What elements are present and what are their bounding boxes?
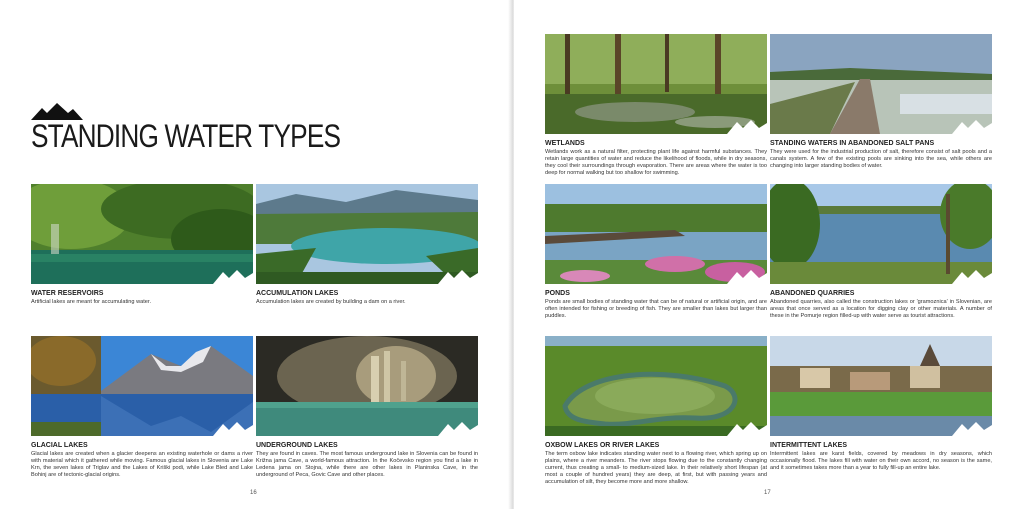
mountain-corner-icon [438,420,478,436]
card-heading: WATER RESERVOIRS [31,290,104,297]
card-text: Intermittent lakes are karst fields, covered by meadows in dry seasons, which occasionally flood. The lakes fill with water on their own accord, no season is the same, and it sometimes takes more than a year to fully fill-up an entire lake. [770,451,992,471]
card-heading: OXBOW LAKES OR RIVER LAKES [545,442,660,449]
card-abandoned-quarries [770,184,992,320]
card-heading: ACCUMULATION LAKES [256,290,339,297]
page-number: 17 [764,490,771,496]
mountain-corner-icon [952,420,992,436]
card-text: Abandoned quarries, also called the construction lakes or 'gramoznica' in Slovenian, are areas that once served as a location for digging clay or other materials. A number of these in the Pomurje region filled-up with water serve as tourist attractions. [770,299,992,319]
photo-ponds [545,184,767,284]
page-number: 16 [250,490,257,496]
mountain-corner-icon [952,268,992,284]
photo-glacial-lakes [31,336,253,436]
card-heading: GLACIAL LAKES [31,442,88,449]
card-glacial-lakes [31,336,253,479]
photo-salt-pans [770,34,992,134]
card-heading: INTERMITTENT LAKES [770,442,847,449]
photo-intermittent-lakes [770,336,992,436]
card-ponds [545,184,767,320]
card-text: Ponds are small bodies of standing water that can be of natural or artificial origin, and are often intended for fishing or breeding of fish. They are smaller than lakes but larger than puddles. [545,299,767,319]
card-heading: UNDERGROUND LAKES [256,442,338,449]
card-heading: PONDS [545,290,570,297]
card-oxbow-lakes [545,336,767,486]
mountain-corner-icon [727,118,767,134]
card-underground-lakes [256,336,478,479]
card-text: They were used for the industrial production of salt, therefore consist of salt pools and a canals system. A few of the existing pools are sinking into the sea, while others are changing into larger standing bodies of water. [770,149,992,169]
mountain-corner-icon [438,268,478,284]
card-salt-pans [770,34,992,170]
card-text: Accumulation lakes are created by building a dam on a river. [256,299,406,305]
mountain-corner-icon [952,118,992,134]
mountain-corner-icon [727,268,767,284]
card-intermittent-lakes [770,336,992,472]
page-title: STANDING WATER TYPES [31,118,341,154]
card-heading: ABANDONED QUARRIES [770,290,855,297]
photo-accumulation-lakes [256,184,478,284]
card-water-reservoirs [31,184,253,306]
card-heading: STANDING WATERS IN ABANDONED SALT PANS [770,140,935,147]
right-page [514,0,1024,509]
card-text: Glacial lakes are created when a glacier deepens an existing waterhole or dams a river with material which it gathered while moving. Famous glacial lakes in Slovenia are Lake Krn, the seven lakes of Triglav and the Lakes of Kriški podi, while Lake Bled and Lake Bohinj are of tectonic-glacial origins. [31,451,253,478]
card-wetlands [545,34,767,177]
card-heading: WETLANDS [545,140,585,147]
left-page [0,0,510,509]
card-text: Artificial lakes are meant for accumulating water. [31,299,152,305]
mountain-corner-icon [213,420,253,436]
card-text: Wetlands work as a natural filter, protecting plant life against harmful substances. They retain large quantities of water and reduce the likelihood of floods, while in dry seasons, they cool their surroundings through evaporation. There are areas where the water is too deep for normal walking but too shallow for swimming. [545,149,767,176]
mountain-corner-icon [727,420,767,436]
photo-water-reservoirs [31,184,253,284]
mountain-corner-icon [213,268,253,284]
photo-underground-lakes [256,336,478,436]
photo-wetlands [545,34,767,134]
photo-abandoned-quarries [770,184,992,284]
card-text: They are found in caves. The most famous underground lake in Slovenia can be found in Križna jama Cave, a world-famous attraction. In the Kočevsko region you find a lake in Ledena jama on Stojna, while there are other lakes in Planinska Cave, in the underground of Peca, Govic Cave and other places. [256,451,478,478]
card-text: The term oxbow lake indicates standing water next to a flowing river, which spring up on plains, where a river meanders. The river stops flowing due to the constantly changing current, thus creating a small- to medium-sized lake. In their relatively short lifespan (at most a couple of hundred years) they are deep, at first, but with passing years and accumulation of silt, they become more and more shallow. [545,451,767,485]
photo-oxbow-lakes [545,336,767,436]
card-accumulation-lakes [256,184,478,306]
